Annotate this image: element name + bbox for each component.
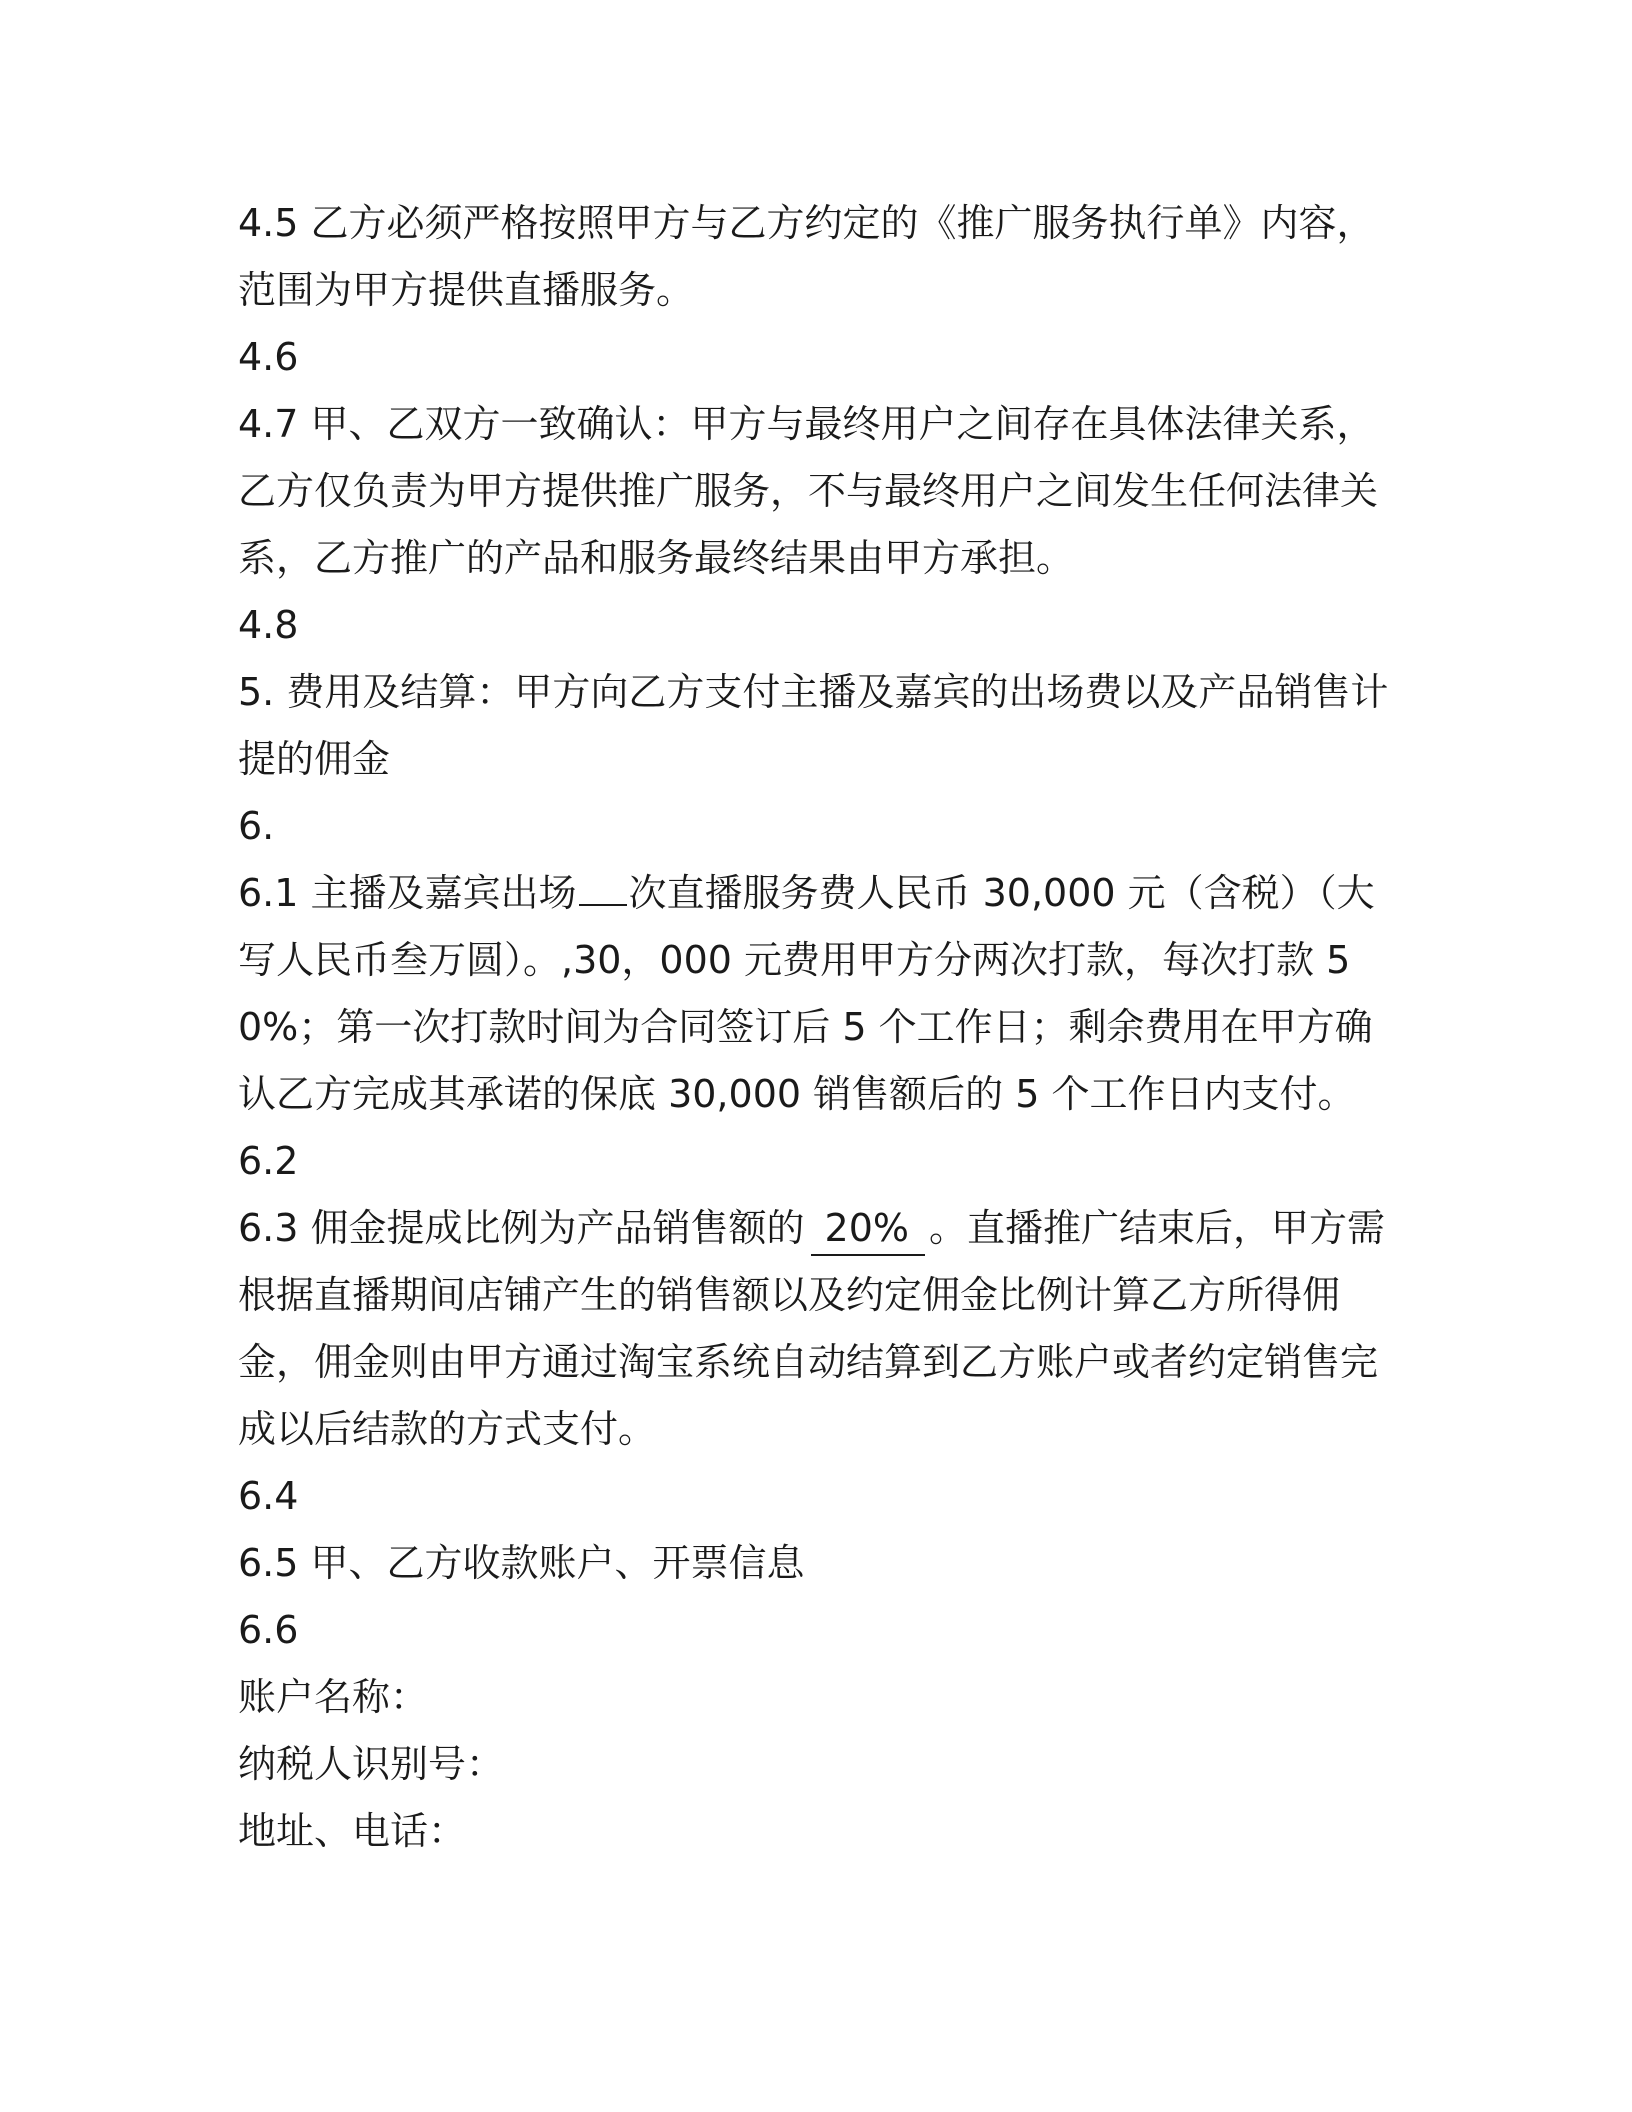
clause-6-3 [238,1195,1398,1463]
account-name-label: 账户名称： [238,1675,429,1719]
clause-4-8: 4.8 [238,603,299,647]
clause-6: 6. [238,804,275,848]
clause-6-3-lead: 6.3 佣金提成比例为产品销售额的 [238,1206,805,1250]
taxpayer-id-label: 纳税人识别号： [238,1742,505,1786]
clause-6-3-rest: 。直播推广结束后，甲方需根据直播期间店铺产生的销售额以及约定佣金比例计算乙方所得佣金，佣金则由甲方通过淘宝系统自动结算到乙方账户或者约定销售完成以后结款的方式支付。 [238,1206,1385,1451]
clause-6-4: 6.4 [238,1474,299,1518]
clause-6-1-lead: 6.1 主播及嘉宾出场 [238,871,577,915]
clause-6-1-rest: 次直播服务费人民币 30,000 元（含税）（大写人民币叁万圆）。,30，000 元费用甲方分两次打款，每次打款 50%；第一次打款时间为合同签订后 5 个工作日；剩余费用在甲方确认乙方完成其承诺的保底 30,000 销售额后的 5 个工作日内支付。 [238,871,1375,1116]
address-phone-label: 地址、电话： [238,1809,467,1853]
clause-6-6: 6.6 [238,1608,299,1652]
clause-6-1 [238,860,1398,1128]
clause-4-5: 4.5 乙方必须严格按照甲方与乙方约定的《推广服务执行单》内容，范围为甲方提供直播服务。 [238,201,1375,312]
clause-6-5: 6.5 甲、乙方收款账户、开票信息 [238,1541,805,1585]
document-body [238,190,1398,1865]
clause-6-2: 6.2 [238,1139,299,1183]
clause-4-7: 4.7 甲、乙双方一致确认：甲方与最终用户之间存在具体法律关系，乙方仅负责为甲方提供推广服务，不与最终用户之间发生任何法律关系，乙方推广的产品和服务最终结果由甲方承担。 [238,402,1379,580]
commission-rate-blank: 20% [811,1202,925,1256]
clause-4-6: 4.6 [238,335,299,379]
times-blank [579,904,627,906]
clause-5: 5. 费用及结算：甲方向乙方支付主播及嘉宾的出场费以及产品销售计提的佣金 [238,670,1389,781]
